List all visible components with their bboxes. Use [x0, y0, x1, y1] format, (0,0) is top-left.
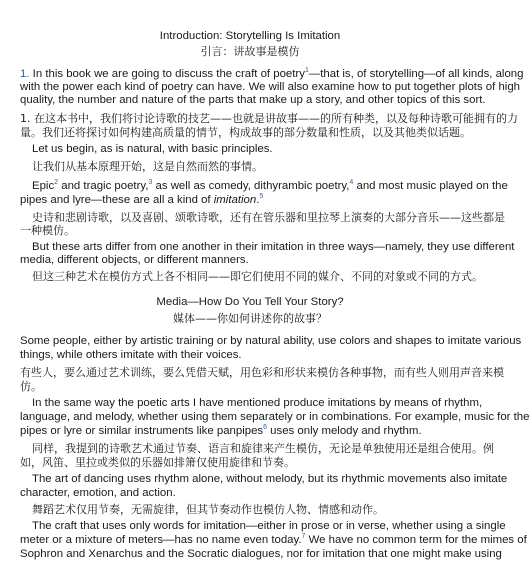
paragraph-3-line-2: pipes and lyre—these are all a kind of imitation.$^5$: [20, 193, 264, 206]
paragraph-3-zh-line-1: 史诗和悲剧诗歌，以及喜剧、颂歌诗歌，还有在管乐器和里拉琴上演奏的大部分音乐——这些都是: [32, 211, 505, 224]
paragraph-5-zh-line-1: 有些人，要么通过艺术训练，要么凭借天赋，用色彩和形状来模仿各种事物，而有些人则用声音来模: [20, 366, 504, 379]
paragraph-4-line-2: media, different objects, or different manners.: [20, 254, 249, 266]
footnote-ref[interactable]: 2: [54, 179, 59, 187]
paragraph-5-line-2: things, while others imitate with their voices.: [20, 349, 242, 361]
paragraph-4-line-1: But these arts differ from one another in their imitation in three ways—namely, they use different: [32, 241, 515, 253]
paragraph-8-line-3: Sophron and Xenarchus and the Socratic dialogues, nor for imitation that one might make using: [20, 548, 502, 560]
paragraph-3-line-1: Epic$^2$ and tragic poetry,$^3$ as well as comedy, dithyrambic poetry,$^4$ and most music played on the: [32, 179, 508, 192]
footnote-ref[interactable]: 4: [349, 179, 354, 187]
paragraph-5-zh-line-2: 仿。: [20, 380, 42, 393]
paragraph-1-line-1: 1. In this book we are going to discuss the craft of poetry$^1$—that is, of storytelling—of all kinds, along: [20, 67, 524, 80]
paragraph-6-line-3: pipes or lyre or similar instruments like panpipes$^6$ uses only melody and rhythm.: [20, 424, 422, 437]
paragraph-1-line-2: with the power each kind of poetry can have. We will also examine how to put together plots of high: [20, 81, 520, 93]
paragraph-2-line-1: Let us begin, as is natural, with basic principles.: [32, 143, 273, 155]
paragraph-8-line-1: The craft that uses only words for imitation—either in prose or in verse, whether using a single: [32, 520, 506, 532]
footnote-ref[interactable]: 6: [263, 424, 268, 432]
paragraph-number: 1.: [20, 68, 30, 80]
paragraph-7-zh-line-1: 舞蹈艺术仅用节奏，无需旋律，但其节奏动作也模仿人物、情感和动作。: [32, 503, 384, 516]
paragraph-7-line-1: The art of dancing uses rhythm alone, without melody, but its rhythmic movements also imitate: [32, 473, 508, 485]
paragraph-1-line-3: quality, the number and nature of the parts that make up a story, and other topics of this sort.: [20, 94, 486, 106]
paragraph-6-line-1: In the same way the poetic arts I have mentioned produce imitations by means of rhythm,: [32, 397, 483, 409]
footnote-ref[interactable]: 3: [148, 179, 153, 187]
footnote-ref[interactable]: 1: [304, 67, 309, 75]
paragraph-1-zh-line-2: 量。我们还将探讨如何构建高质量的情节，构成故事的部分数量和性质，以及其他类似话题。: [20, 126, 471, 139]
paragraph-3-zh-line-2: 一种模仿。: [20, 224, 75, 237]
section-heading-zh: 媒体——你如何讲述你的故事？: [173, 312, 327, 325]
paragraph-6-line-2: language, and melody, whether using them separately or in combinations. For example, music for the: [20, 411, 529, 423]
footnote-ref[interactable]: 5: [259, 193, 264, 201]
chapter-title-zh: 引言：讲故事是模仿: [200, 45, 300, 58]
section-heading-en: Media—How Do You Tell Your Story?: [156, 296, 344, 308]
paragraph-5-line-1: Some people, either by artistic training or by natural ability, use colors and shapes to imitate various: [20, 335, 522, 347]
chapter-title-en: Introduction: Storytelling Is Imitation: [159, 30, 341, 42]
footnote-ref[interactable]: 7: [301, 533, 306, 541]
paragraph-6-zh-line-1: 同样，我提到的诗歌艺术通过节奏、语言和旋律来产生模仿，无论是单独使用还是组合使用。例: [32, 442, 494, 455]
paragraph-4-zh-line-1: 但这三种艺术在模仿方式上各不相同——即它们使用不同的媒介、不同的对象或不同的方式。: [32, 270, 483, 283]
paragraph-1-zh-line-1: 1. 在这本书中，我们将讨论诗歌的技艺——也就是讲故事——的所有种类，以及每种诗歌可能拥有的力: [20, 112, 518, 125]
paragraph-8-line-2: meter or a mixture of meters—has no name even today.$^7$ We have no common term for the mimes of: [20, 533, 527, 546]
paragraph-2-zh-line-1: 让我们从基本原理开始，这是自然而然的事情。: [32, 160, 263, 173]
emphasis-imitation: imitation: [213, 194, 257, 206]
paragraph-6-zh-line-2: 如，风笛、里拉或类似的乐器如排箫仅使用旋律和节奏。: [20, 456, 295, 469]
paragraph-7-line-2: character, emotion, and action.: [20, 487, 176, 499]
